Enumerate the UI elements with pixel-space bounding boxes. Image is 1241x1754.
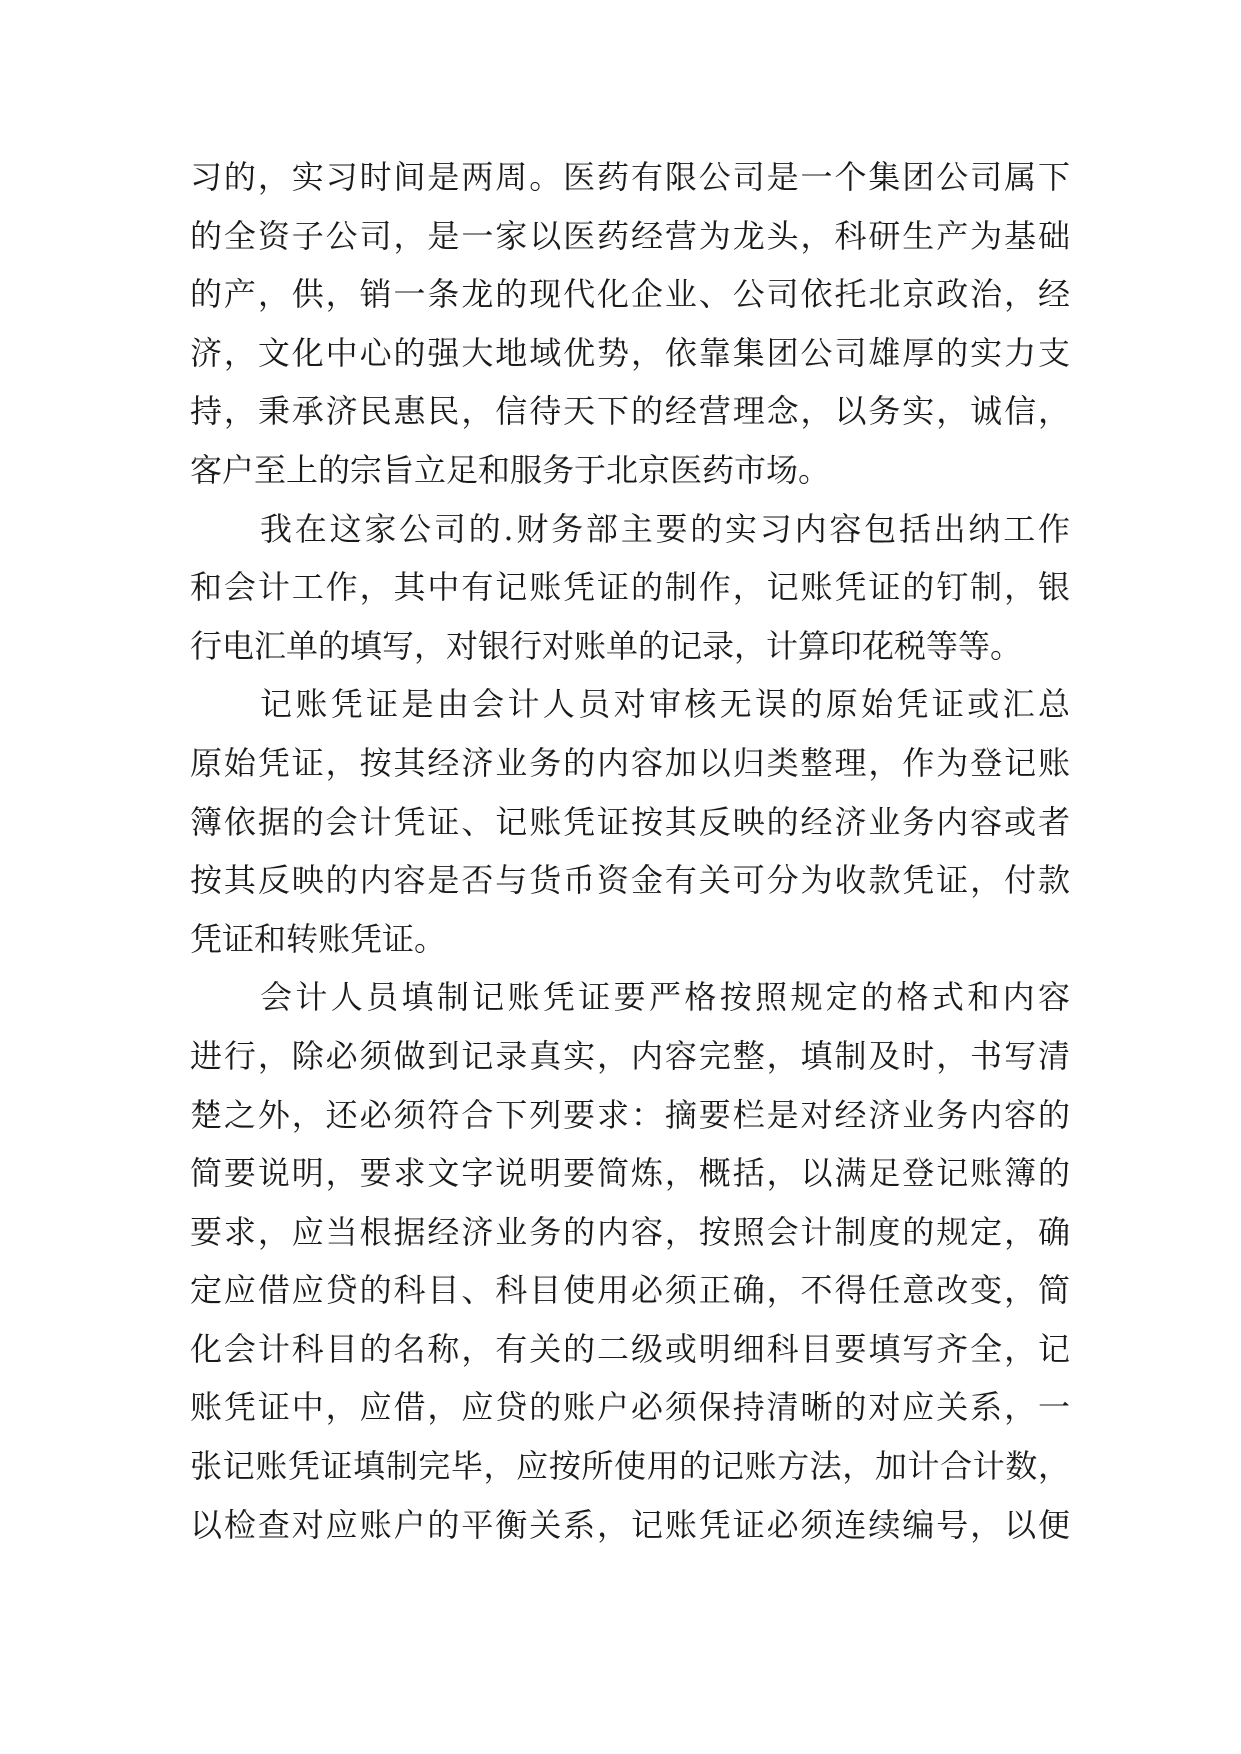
- text-line: 进行，除必须做到记录真实，内容完整，填制及时，书写清: [190, 1036, 1070, 1075]
- text-line: 账凭证中，应借，应贷的账户必须保持清晰的对应关系，一: [190, 1388, 1070, 1427]
- text-line: 会计人员填制记账凭证要严格按照规定的格式和内容: [260, 978, 1070, 1017]
- text-line: 简要说明，要求文字说明要简炼，概括，以满足登记账簿的: [190, 1154, 1070, 1193]
- text-line: 原始凭证，按其经济业务的内容加以归类整理，作为登记账: [190, 743, 1070, 782]
- text-line: 楚之外，还必须符合下列要求：摘要栏是对经济业务内容的: [190, 1095, 1070, 1134]
- text-line: 和会计工作，其中有记账凭证的制作，记账凭证的钉制，银: [190, 568, 1070, 607]
- text-line: 习的，实习时间是两周。医药有限公司是一个集团公司属下: [190, 158, 1070, 196]
- text-line: 簿依据的会计凭证、记账凭证按其反映的经济业务内容或者: [190, 802, 1070, 841]
- text-line: 以检查对应账户的平衡关系，记账凭证必须连续编号，以便: [190, 1505, 1070, 1544]
- text-line: 的全资子公司，是一家以医药经营为龙头，科研生产为基础: [190, 216, 1070, 255]
- text-line: 化会计科目的名称，有关的二级或明细科目要填写齐全，记: [190, 1329, 1070, 1368]
- text-line: 凭证和转账凭证。: [190, 919, 447, 958]
- text-line: 定应借应贷的科目、科目使用必须正确，不得任意改变，简: [190, 1271, 1070, 1310]
- text-line: 客户至上的宗旨立足和服务于北京医药市场。: [190, 450, 831, 489]
- text-line: 张记账凭证填制完毕，应按所使用的记账方法，加计合计数，: [190, 1447, 1070, 1486]
- text-line: 要求，应当根据经济业务的内容，按照会计制度的规定，确: [190, 1212, 1070, 1251]
- text-line: 我在这家公司的.财务部主要的实习内容包括出纳工作: [260, 509, 1070, 548]
- text-line: 按其反映的内容是否与货币资金有关可分为收款凭证，付款: [190, 861, 1070, 900]
- text-line: 行电汇单的填写，对银行对账单的记录，计算印花税等等。: [190, 626, 1023, 665]
- text-line: 持，秉承济民惠民，信待天下的经营理念，以务实，诚信，: [190, 392, 1070, 431]
- text-line: 的产，供，销一条龙的现代化企业、公司依托北京政治，经: [190, 275, 1070, 314]
- text-line: 济，文化中心的强大地域优势，依靠集团公司雄厚的实力支: [190, 333, 1070, 372]
- text-line: 记账凭证是由会计人员对审核无误的原始凭证或汇总: [260, 685, 1070, 724]
- body-text: [190, 148, 1070, 1554]
